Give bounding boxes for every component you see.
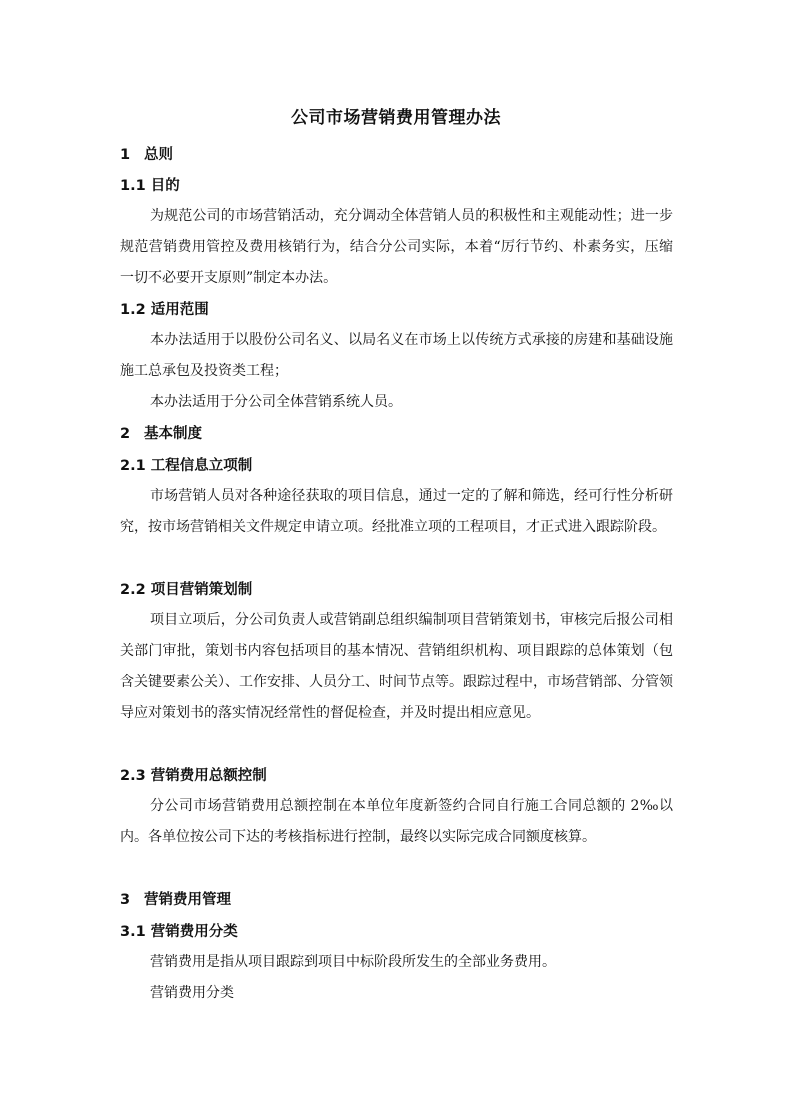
subsection-heading-3-1: 3.1 营销费用分类 [120,924,238,940]
section-heading-3 [120,888,231,912]
paragraph-2-2-1: 项目立项后，分公司负责人或营销副总组织编制项目营销策划书，审核完后报公司相关部门审批，策划书内容包括项目的基本情况、营销组织机构、项目跟踪的总体策划（包含关键要素公关）、工作安排、人员分工、时间节点等。跟踪过程中，市场营销部、分管领导应对策划书的落实情况经常性的督促检查，并及时提出相应意见。 [120,612,673,721]
section-title: 营销费用管理 [144,892,231,908]
document-title: 公司市场营销费用管理办法 [291,108,501,128]
paragraph-3-1-2: 营销费用分类 [150,985,234,1001]
section-number: 3 [120,892,131,908]
section-heading-1 [120,143,173,167]
paragraph-3-1-1: 营销费用是指从项目跟踪到项目中标阶段所发生的全部业务费用。 [150,954,556,970]
paragraph-2-3-1: 分公司市场营销费用总额控制在本单位年度新签约合同自行施工合同总额的 2‰以内。各单位按公司下达的考核指标进行控制，最终以实际完成合同额度核算。 [120,798,673,845]
paragraph-1-2-1: 本办法适用于以股份公司名义、以局名义在市场上以传统方式承接的房建和基础设施施工总承包及投资类工程； [120,332,673,379]
subsection-heading-1-1: 1.1 目的 [120,178,180,194]
section-heading-2 [120,422,202,446]
subsection-heading-2-1: 2.1 工程信息立项制 [120,458,253,474]
section-number: 2 [120,426,131,442]
subsection-heading-1-2: 1.2 适用范围 [120,302,209,318]
subsection-heading-2-3: 2.3 营销费用总额控制 [120,768,267,784]
paragraph-1-2-2: 本办法适用于分公司全体营销系统人员。 [150,394,402,410]
paragraph-1-1-1: 为规范公司的市场营销活动，充分调动全体营销人员的积极性和主观能动性；进一步规范营销费用管控及费用核销行为，结合分公司实际，本着“厉行节约、朴素务实，压缩一切不必要开支原则”制定本办法。 [120,208,673,286]
section-number: 1 [120,147,131,163]
section-title: 总则 [144,147,173,163]
paragraph-2-1-1: 市场营销人员对各种途径获取的项目信息，通过一定的了解和筛选，经可行性分析研究，按市场营销相关文件规定申请立项。经批准立项的工程项目，才正式进入跟踪阶段。 [120,488,673,535]
subsection-heading-2-2: 2.2 项目营销策划制 [120,582,253,598]
section-title: 基本制度 [144,426,202,442]
